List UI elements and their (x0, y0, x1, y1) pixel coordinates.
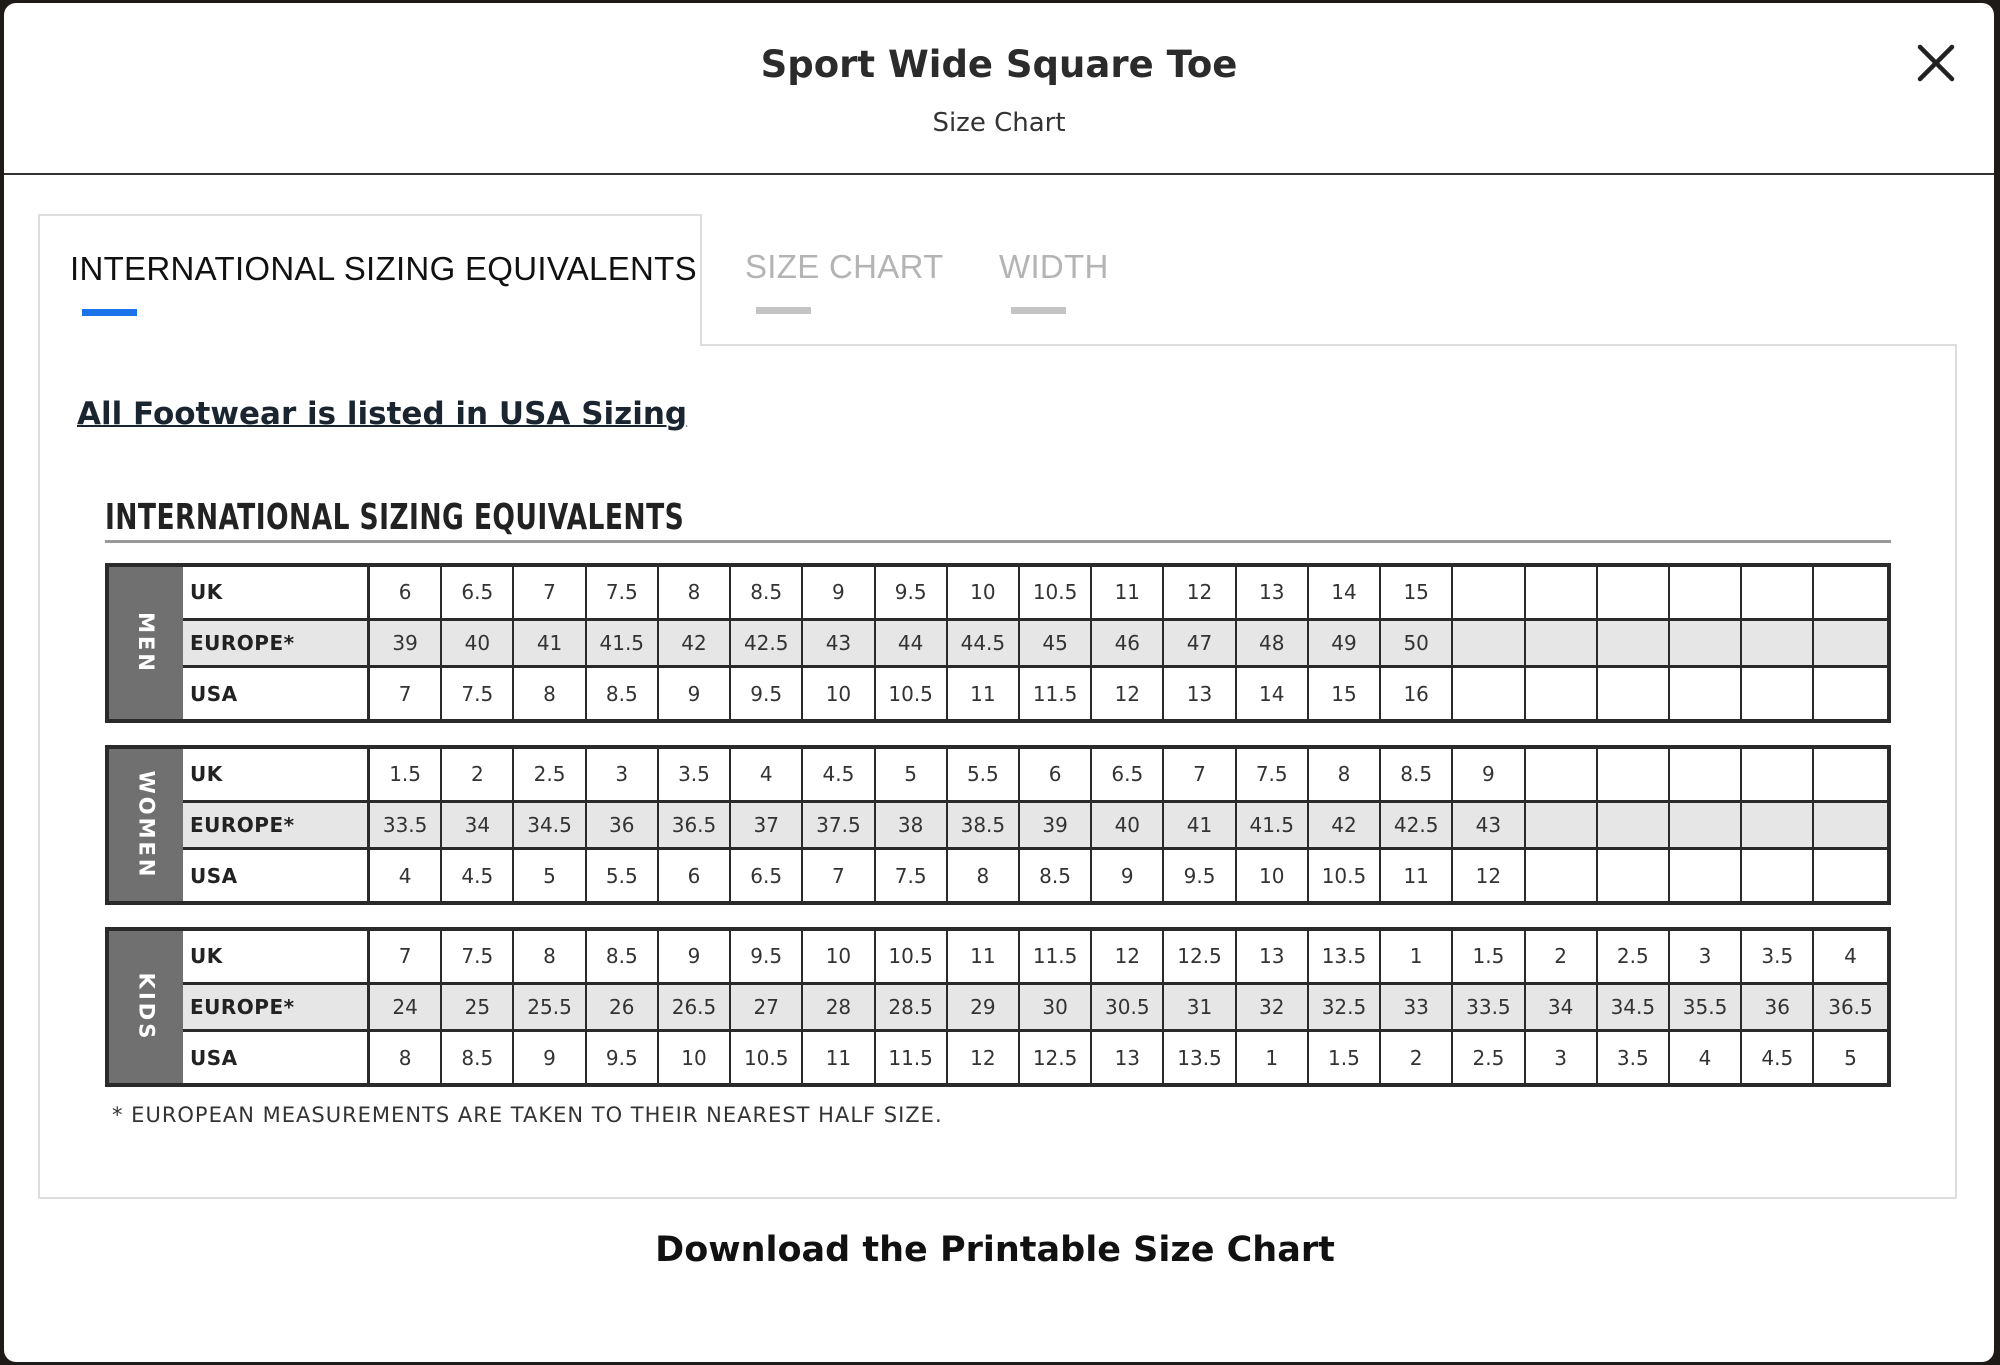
table-cell: 14 (1309, 567, 1381, 618)
table-cell: 3.5 (1598, 1032, 1670, 1083)
table-cell: 5 (514, 850, 586, 901)
table-cell: 7 (370, 931, 442, 982)
table-cell: 8 (370, 1032, 442, 1083)
section-label (109, 931, 183, 1083)
table-cell: 1.5 (1453, 931, 1525, 982)
table-cell: 10 (948, 567, 1020, 618)
table-cell: 8.5 (442, 1032, 514, 1083)
row-label: EUROPE* (183, 985, 370, 1030)
table-cell (1670, 567, 1742, 618)
table-cell: 6.5 (442, 567, 514, 618)
modal-subtitle: Size Chart (932, 108, 1066, 138)
table-cell: 12.5 (1020, 1032, 1092, 1083)
table-cell: 10.5 (731, 1032, 803, 1083)
table-cell: 8 (1309, 749, 1381, 800)
table-cell: 9 (1453, 749, 1525, 800)
table-cell: 10 (803, 668, 875, 719)
table-cell: 13 (1237, 567, 1309, 618)
table-cell: 7 (370, 668, 442, 719)
table-cell: 39 (370, 621, 442, 666)
table-cell: 45 (1020, 621, 1092, 666)
table-cell: 1.5 (370, 749, 442, 800)
table-cell: 13 (1092, 1032, 1164, 1083)
table-cell: 2.5 (1598, 931, 1670, 982)
close-button[interactable] (1914, 41, 1958, 85)
table-cell: 3.5 (1742, 931, 1814, 982)
table-cell: 49 (1309, 621, 1381, 666)
heading-divider (105, 540, 1891, 543)
table-cell (1742, 621, 1814, 666)
table-cell: 7.5 (876, 850, 948, 901)
table-cell: 9.5 (731, 668, 803, 719)
table-cell: 6 (1020, 749, 1092, 800)
table-cell (1598, 803, 1670, 848)
table-cell (1526, 621, 1598, 666)
table-row (183, 982, 1887, 1033)
section-label (109, 567, 183, 719)
table-cell: 14 (1237, 668, 1309, 719)
table-cell: 10.5 (876, 931, 948, 982)
table-cell: 3 (587, 749, 659, 800)
table-cell: 6 (370, 567, 442, 618)
table-cell: 10 (1237, 850, 1309, 901)
table-cell: 9.5 (587, 1032, 659, 1083)
table-cell (1742, 803, 1814, 848)
row-label: USA (183, 850, 370, 901)
table-cell: 2 (1381, 1032, 1453, 1083)
table-cell: 3 (1526, 1032, 1598, 1083)
table-cell: 37.5 (803, 803, 875, 848)
table-cell (1670, 621, 1742, 666)
chart-heading: INTERNATIONAL SIZING EQUIVALENTS (105, 497, 685, 538)
table-cell: 44 (876, 621, 948, 666)
table-cell: 9 (659, 668, 731, 719)
table-cell: 15 (1381, 567, 1453, 618)
table-cell: 25 (442, 985, 514, 1030)
modal-title: Sport Wide Square Toe (760, 43, 1238, 86)
table-cell: 13 (1164, 668, 1236, 719)
table-cell: 5 (1844, 1045, 1857, 1070)
table-cell: 7 (803, 850, 875, 901)
table-cell: 37 (731, 803, 803, 848)
table-cell: 43 (803, 621, 875, 666)
table-cell (1814, 803, 1886, 848)
table-row (183, 749, 1887, 800)
table-cell: 11 (948, 668, 1020, 719)
table-cell: 12 (948, 1032, 1020, 1083)
size-section-kids (105, 927, 1891, 1087)
table-cell (1598, 850, 1670, 901)
size-section-women (105, 745, 1891, 905)
table-cell: 33.5 (370, 803, 442, 848)
tab-indicator (1011, 307, 1066, 314)
table-cell: 2.5 (1453, 1032, 1525, 1083)
table-cell: 48 (1237, 621, 1309, 666)
table-cell: 8.5 (587, 931, 659, 982)
table-cell: 8 (948, 850, 1020, 901)
table-cell: 12 (1453, 850, 1525, 901)
table-cell: 12 (1164, 567, 1236, 618)
table-cell: 10 (803, 931, 875, 982)
table-cell: 4 (1670, 1032, 1742, 1083)
table-cell: 10.5 (876, 668, 948, 719)
table-cell: 42.5 (1381, 803, 1453, 848)
table-cell: 46 (1092, 621, 1164, 666)
table-cell: 2.5 (514, 749, 586, 800)
table-cell: 35.5 (1670, 985, 1742, 1030)
download-size-chart-link[interactable]: Download the Printable Size Chart (655, 1230, 1335, 1270)
table-cell: 10.5 (1309, 850, 1381, 901)
table-cell: 36 (587, 803, 659, 848)
table-cell (1742, 668, 1814, 719)
table-cell: 1 (1237, 1032, 1309, 1083)
table-cell (1742, 567, 1814, 618)
table-row (183, 800, 1887, 851)
table-cell: 12 (1092, 668, 1164, 719)
table-cell: 36.5 (659, 803, 731, 848)
tab-indicator (756, 307, 811, 314)
table-cell: 24 (370, 985, 442, 1030)
tab-label: SIZE CHART (745, 248, 944, 285)
table-cell: 34 (442, 803, 514, 848)
table-row (183, 668, 1887, 719)
table-cell: 10 (659, 1032, 731, 1083)
table-cell: 11 (803, 1032, 875, 1083)
table-cell: 38 (876, 803, 948, 848)
table-cell: 41.5 (587, 621, 659, 666)
table-cell: 4 (370, 850, 442, 901)
table-cell (1670, 668, 1742, 719)
table-cell: 47 (1164, 621, 1236, 666)
table-cell: 7 (1164, 749, 1236, 800)
table-row (183, 618, 1887, 669)
table-cell (1670, 749, 1742, 800)
table-row (183, 1032, 1887, 1083)
table-cell: 2 (442, 749, 514, 800)
table-cell: 11.5 (1020, 668, 1092, 719)
table-cell (1598, 668, 1670, 719)
table-cell: 28 (803, 985, 875, 1030)
table-cell (1814, 749, 1886, 800)
table-cell: 41 (514, 621, 586, 666)
table-cell (1598, 749, 1670, 800)
table-cell: 36.5 (1828, 994, 1873, 1019)
table-row (183, 567, 1887, 618)
table-cell: 9.5 (1164, 850, 1236, 901)
tab-label: INTERNATIONAL SIZING EQUIVALENTS (70, 250, 697, 287)
table-cell: 38.5 (948, 803, 1020, 848)
table-cell (1453, 567, 1525, 618)
table-cell: 8.5 (731, 567, 803, 618)
table-cell: 28.5 (876, 985, 948, 1030)
table-cell: 3 (1670, 931, 1742, 982)
table-cell: 7.5 (587, 567, 659, 618)
row-label: USA (183, 1032, 370, 1083)
table-cell: 42.5 (731, 621, 803, 666)
table-cell: 2 (1526, 931, 1598, 982)
table-cell: 27 (731, 985, 803, 1030)
table-cell: 11.5 (876, 1032, 948, 1083)
table-cell: 7.5 (442, 668, 514, 719)
table-cell (1453, 621, 1525, 666)
table-cell: 29 (948, 985, 1020, 1030)
table-cell: 43 (1453, 803, 1525, 848)
table-cell: 26 (587, 985, 659, 1030)
table-cell: 4 (1844, 944, 1857, 969)
table-cell (1453, 668, 1525, 719)
table-cell: 9 (1092, 850, 1164, 901)
table-cell: 42 (659, 621, 731, 666)
table-cell: 7.5 (442, 931, 514, 982)
table-cell: 13 (1237, 931, 1309, 982)
table-cell: 34 (1526, 985, 1598, 1030)
section-label (109, 749, 183, 901)
table-cell: 32 (1237, 985, 1309, 1030)
tab-label: WIDTH (999, 248, 1109, 285)
table-cell (1526, 567, 1598, 618)
table-cell: 33.5 (1453, 985, 1525, 1030)
table-cell: 26.5 (659, 985, 731, 1030)
table-cell: 6.5 (731, 850, 803, 901)
table-cell: 13.5 (1309, 931, 1381, 982)
table-cell: 39 (1020, 803, 1092, 848)
size-section-men (105, 563, 1891, 723)
table-cell: 9 (514, 1032, 586, 1083)
table-cell: 15 (1309, 668, 1381, 719)
table-cell: 11 (1092, 567, 1164, 618)
table-cell: 12.5 (1164, 931, 1236, 982)
table-cell (1526, 668, 1598, 719)
table-cell: 9 (803, 567, 875, 618)
table-cell: 1.5 (1309, 1032, 1381, 1083)
table-cell: 30.5 (1092, 985, 1164, 1030)
section-label-text: KIDS (134, 972, 158, 1042)
table-cell: 5 (876, 749, 948, 800)
table-cell (1814, 621, 1886, 666)
table-cell (1814, 850, 1886, 901)
table-cell: 10.5 (1020, 567, 1092, 618)
table-cell: 25.5 (514, 985, 586, 1030)
table-cell: 8 (514, 668, 586, 719)
section-label-text: WOMEN (134, 770, 158, 880)
table-cell: 7 (514, 567, 586, 618)
table-cell: 8 (659, 567, 731, 618)
table-cell: 13.5 (1164, 1032, 1236, 1083)
table-row (183, 931, 1887, 982)
table-cell: 41 (1164, 803, 1236, 848)
table-cell: 6.5 (1092, 749, 1164, 800)
table-cell: 8.5 (1381, 749, 1453, 800)
table-cell: 4.5 (442, 850, 514, 901)
table-cell (1526, 803, 1598, 848)
table-cell (1670, 803, 1742, 848)
usa-sizing-link[interactable]: All Footwear is listed in USA Sizing (77, 396, 688, 432)
close-icon (1914, 41, 1958, 85)
table-cell: 40 (442, 621, 514, 666)
table-cell: 4.5 (1742, 1032, 1814, 1083)
table-cell: 8 (514, 931, 586, 982)
table-cell (1814, 668, 1886, 719)
table-row (183, 850, 1887, 901)
table-cell: 4.5 (803, 749, 875, 800)
table-cell: 11 (948, 931, 1020, 982)
table-cell: 3.5 (659, 749, 731, 800)
table-cell (1670, 850, 1742, 901)
footnote: * EUROPEAN MEASUREMENTS ARE TAKEN TO THEIR NEAREST HALF SIZE. (112, 1103, 943, 1127)
table-cell: 44.5 (948, 621, 1020, 666)
row-label: UK (183, 931, 370, 982)
modal-header (4, 3, 1994, 175)
table-cell (1814, 567, 1886, 618)
table-cell: 9 (659, 931, 731, 982)
table-cell: 9.5 (876, 567, 948, 618)
table-cell: 50 (1381, 621, 1453, 666)
table-cell: 11.5 (1020, 931, 1092, 982)
table-cell: 5.5 (948, 749, 1020, 800)
table-cell: 31 (1164, 985, 1236, 1030)
table-cell: 8.5 (587, 668, 659, 719)
table-cell (1742, 749, 1814, 800)
row-label: UK (183, 567, 370, 618)
table-cell: 34.5 (514, 803, 586, 848)
row-label: EUROPE* (183, 803, 370, 848)
table-cell: 42 (1309, 803, 1381, 848)
table-cell: 32.5 (1309, 985, 1381, 1030)
tab-international-sizing[interactable] (38, 214, 702, 346)
row-label: EUROPE* (183, 621, 370, 666)
row-label: UK (183, 749, 370, 800)
table-cell: 9.5 (731, 931, 803, 982)
tab-width[interactable] (999, 214, 1129, 346)
table-cell (1598, 567, 1670, 618)
table-cell: 34.5 (1598, 985, 1670, 1030)
table-cell (1526, 850, 1598, 901)
table-cell: 16 (1381, 668, 1453, 719)
table-cell: 41.5 (1237, 803, 1309, 848)
table-cell: 11 (1381, 850, 1453, 901)
tab-size-chart[interactable] (745, 214, 945, 346)
table-cell: 36 (1742, 985, 1814, 1030)
table-cell (1598, 621, 1670, 666)
table-cell: 30 (1020, 985, 1092, 1030)
table-cell: 6 (659, 850, 731, 901)
table-cell: 8.5 (1020, 850, 1092, 901)
table-cell (1526, 749, 1598, 800)
row-label: USA (183, 668, 370, 719)
table-cell: 4 (731, 749, 803, 800)
table-cell (1742, 850, 1814, 901)
table-cell: 40 (1092, 803, 1164, 848)
section-label-text: MEN (133, 612, 158, 674)
table-cell: 12 (1092, 931, 1164, 982)
table-cell: 1 (1381, 931, 1453, 982)
table-cell: 5.5 (587, 850, 659, 901)
table-cell: 33 (1381, 985, 1453, 1030)
table-cell: 7.5 (1237, 749, 1309, 800)
active-tab-indicator (82, 309, 137, 316)
